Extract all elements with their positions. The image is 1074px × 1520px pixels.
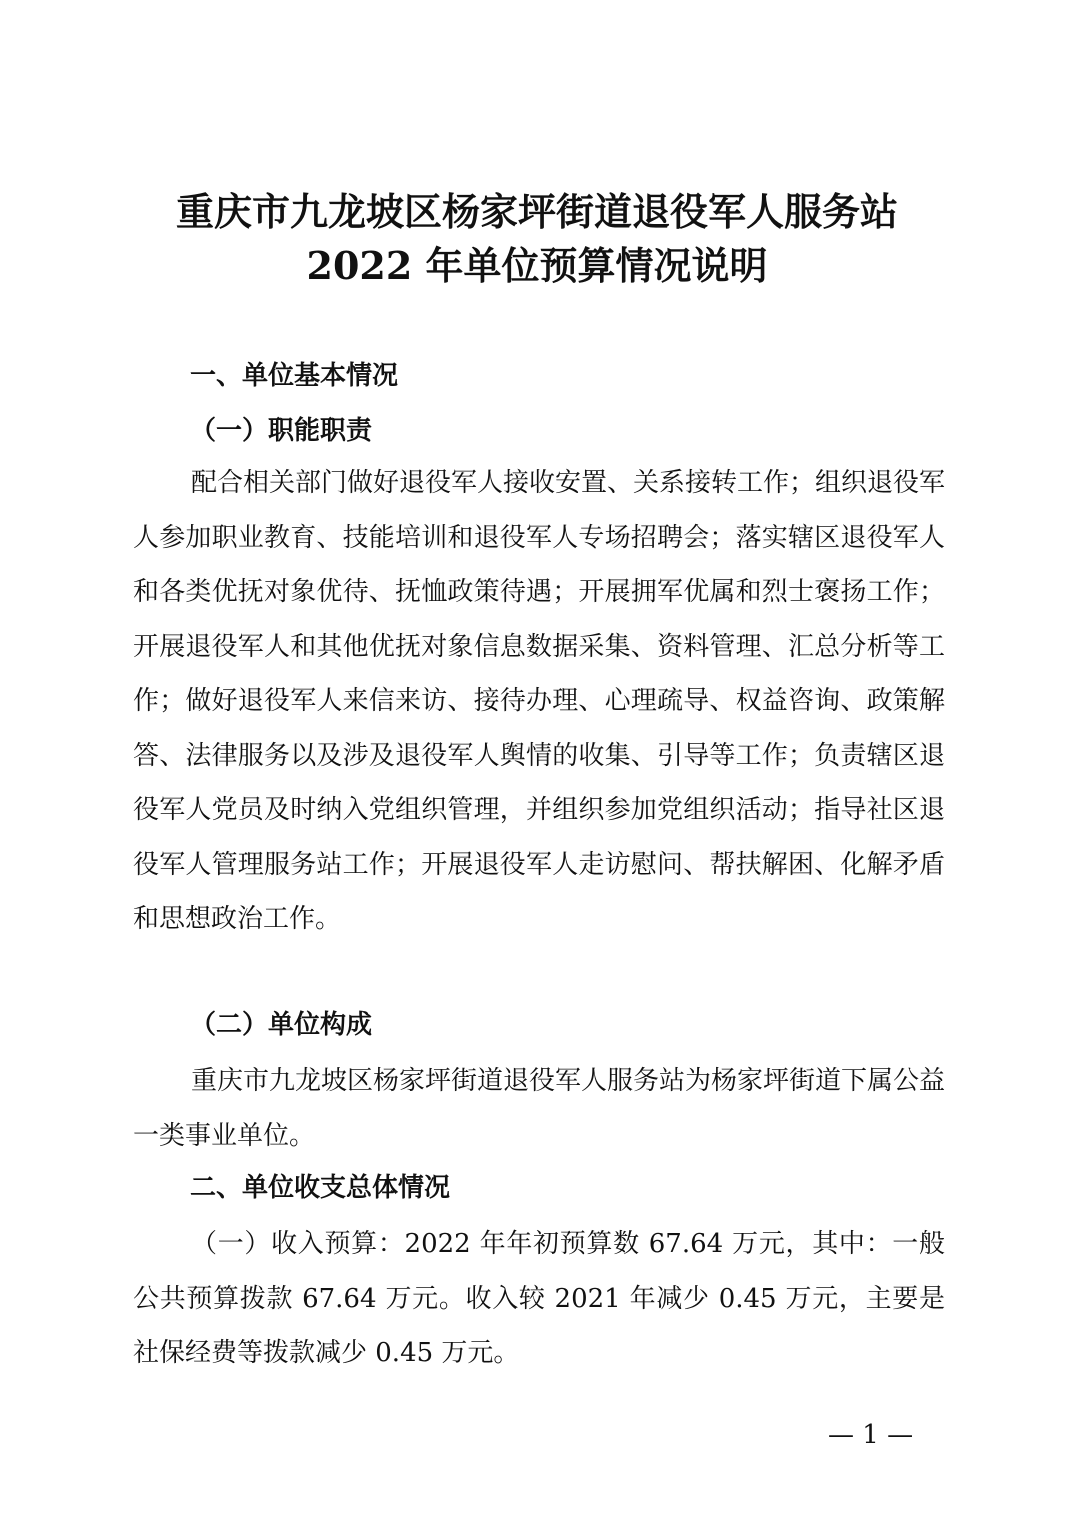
section2-heading: 二、单位收支总体情况 xyxy=(190,1173,451,1203)
composition-paragraph: 重庆市九龙坡区杨家坪街道退役军人服务站为杨家坪街道下属公益一类事业单位。 xyxy=(133,1066,946,1151)
income-budget-paragraph: （一）收入预算：2022 年年初预算数 67.64 万元，其中：一般公共预算拨款 67.64 万元。收入较 2021 年减少 0.45 万元，主要是社保经费等拨款减少 0.45 万元。 xyxy=(133,1229,945,1368)
document-title-line2: 2022 年单位预算情况说明 xyxy=(306,243,768,288)
section1-sub2-heading: （二）单位构成 xyxy=(190,1010,373,1040)
section1-heading: 一、单位基本情况 xyxy=(190,361,399,391)
page-number: — 1 — xyxy=(828,1420,914,1450)
document-title-line1: 重庆市九龙坡区杨家坪街道退役军人服务站 xyxy=(175,189,898,234)
section1-sub1-heading: （一）职能职责 xyxy=(190,416,373,446)
duties-paragraph: 配合相关部门做好退役军人接收安置、关系接转工作；组织退役军人参加职业教育、技能培训和退役军人专场招聘会；落实辖区退役军人和各类优抚对象优待、抚恤政策待遇；开展拥军优属和烈士褒扬工作；开展退役军人和其他优抚对象信息数据采集、资料管理、汇总分析等工作；做好退役军人来信来访、接待办理、心理疏导、权益咨询、政策解答、法律服务以及涉及退役军人舆情的收集、引导等工作；负责辖区退役军人党员及时纳入党组织管理，并组织参加党组织活动；指导社区退役军人管理服务站工作；开展退役军人走访慰问、帮扶解困、化解矛盾和思想政治工作。 xyxy=(133,468,946,934)
